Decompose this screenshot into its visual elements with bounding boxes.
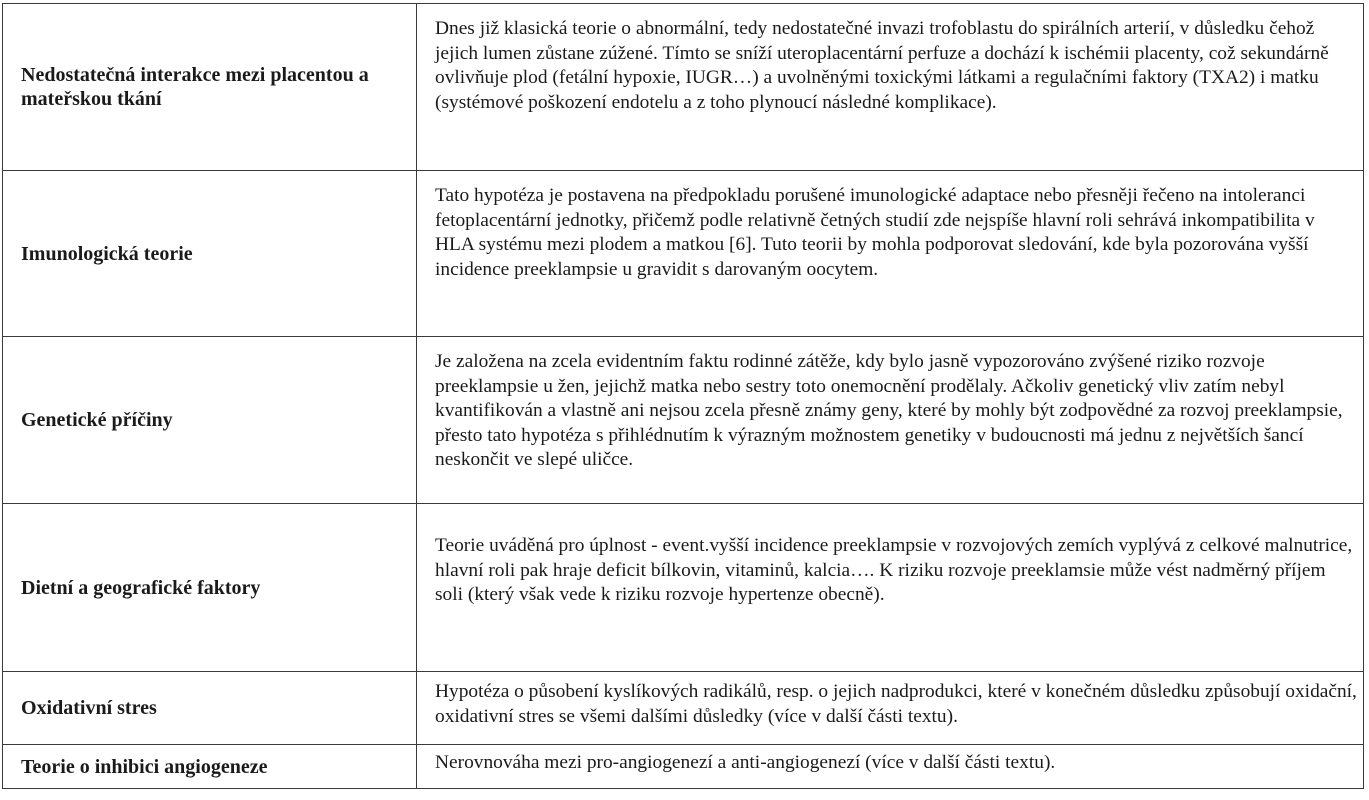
table-row (3, 745, 1364, 789)
table-row (3, 337, 1364, 504)
theory-name: Genetické příčiny (3, 337, 417, 504)
theory-description: Tato hypotéza je postavena na předpokladu porušené imunologické adaptace nebo přesněji řečeno na intoleranci fetoplacentární jednotky, přičemž podle relativně četných studií zde nejspíše hlavní roli sehrává inkompatibilita v HLA systému mezi plodem a matkou [6]. Tuto teorii by mohla podporovat sledování, kde byla pozorována vyšší incidence preeklampsie u gravidit s darovaným oocytem. (417, 171, 1364, 337)
theory-description: Nerovnováha mezi pro-angiogenezí a anti-angiogenezí (více v další části textu). (417, 745, 1364, 789)
theory-name: Imunologická teorie (3, 171, 417, 337)
theory-description: Je založena na zcela evidentním faktu rodinné zátěže, kdy bylo jasně vypozorováno zvýšené riziko rozvoje preeklampsie u žen, jejichž matka nebo sestry toto onemocnění prodělaly. Ačkoliv genetický vliv zatím nebyl kvantifikován a vlastně ani nejsou zcela přesně známy geny, které by mohly být zodpovědné za rozvoj preeklampsie, přesto tato hypotéza s přihlédnutím k výrazným možnostem genetiky v budoucnosti má jednu z největších šancí neskončit ve slepé uličce. (417, 337, 1364, 504)
theory-description: Teorie uváděná pro úplnost - event.vyšší incidence preeklampsie v rozvojových zemích vyplývá z celkové malnutrice, hlavní roli pak hraje deficit bílkovin, vitaminů, kalcia…. K riziku rozvoje preeklamsie může vést nadměrný příjem soli (který však vede k riziku rozvoje hypertenze obecně). (417, 504, 1364, 672)
table-row (3, 171, 1364, 337)
theory-name: Nedostatečná interakce mezi placentou a mateřskou tkání (3, 4, 417, 171)
theory-description: Dnes již klasická teorie o abnormální, tedy nedostatečné invazi trofoblastu do spirálních arterií, v důsledku čehož jejich lumen zůstane zúžené. Tímto se sníží uteroplacentární perfuze a dochází k ischémii placenty, což sekundárně ovlivňuje plod (fetální hypoxie, IUGR…) a uvolněnými toxickými látkami a regulačními faktory (TXA2) i matku (systémové poškození endotelu a z toho plynoucí následné komplikace). (417, 4, 1364, 171)
table-row (3, 672, 1364, 745)
theories-table (2, 3, 1364, 789)
theories-table-container (2, 3, 1363, 789)
table-row (3, 504, 1364, 672)
theory-description: Hypotéza o působení kyslíkových radikálů, resp. o jejich nadprodukci, které v konečném důsledku způsobují oxidační, oxidativní stres se všemi dalšími důsledky (více v další části textu). (417, 672, 1364, 745)
theory-name: Dietní a geografické faktory (3, 504, 417, 672)
theory-name: Teorie o inhibici angiogeneze (3, 745, 417, 789)
table-row (3, 4, 1364, 171)
theory-name: Oxidativní stres (3, 672, 417, 745)
